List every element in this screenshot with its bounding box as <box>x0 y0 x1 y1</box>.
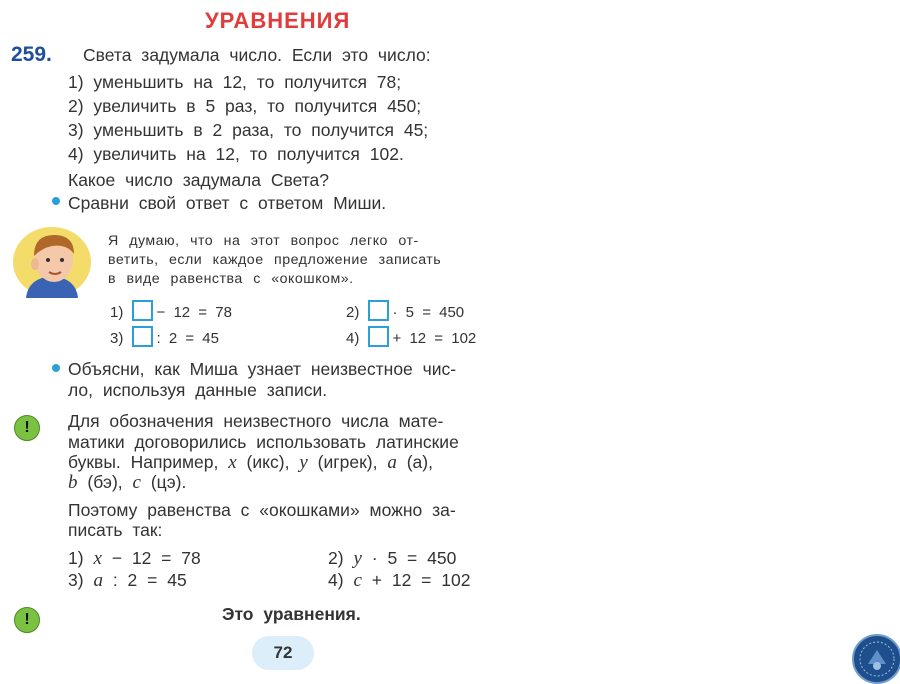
equation-rest: − 12 = 78 <box>156 304 232 321</box>
condition-4: 4) увеличить на 12, то получится 102. <box>68 144 404 164</box>
equation-var: y <box>353 548 362 569</box>
rule-text: (цэ). <box>150 472 187 492</box>
box-equation-3 <box>110 326 219 347</box>
equation-rest: + 12 = 102 <box>371 570 471 590</box>
var-x: x <box>228 452 237 473</box>
var-equation-3 <box>68 570 187 592</box>
condition-2: 2) увеличить в 5 раз, то получится 450; <box>68 96 422 116</box>
condition-3: 3) уменьшить в 2 раза, то получится 45; <box>68 120 429 140</box>
equation-rest: + 12 = 102 <box>392 330 477 347</box>
page-number: 72 <box>252 636 314 670</box>
page-title: УРАВНЕНИЯ <box>205 8 351 33</box>
equation-var: x <box>93 548 102 569</box>
empty-box-icon <box>132 326 153 347</box>
equation-number: 1) <box>110 304 124 321</box>
var-equation-2 <box>328 548 456 570</box>
rule-text: (игрек), <box>317 452 378 472</box>
box-equation-1 <box>110 300 232 321</box>
task-number: 259. <box>11 43 52 66</box>
rule-line-3 <box>68 452 433 474</box>
task-question: Какое число задумала Света? <box>68 170 330 190</box>
speech-line-1: Я думаю, что на этот вопрос легко от- <box>108 233 419 249</box>
empty-box-icon <box>368 300 389 321</box>
rule-line-1: Для обозначения неизвестного числа мате- <box>68 411 444 431</box>
rule-line-4 <box>68 472 186 494</box>
var-y: y <box>299 452 308 473</box>
compare-instruction: Сравни свой ответ с ответом Миши. <box>68 193 387 213</box>
exclamation-icon: ! <box>14 607 40 633</box>
emblem-icon <box>852 634 900 684</box>
equation-number: 2) <box>346 304 360 321</box>
equation-var: c <box>353 570 362 591</box>
equation-rest: · 5 = 450 <box>371 548 457 568</box>
exclamation-icon: ! <box>14 415 40 441</box>
equation-rest: : 2 = 45 <box>112 570 187 590</box>
rule-text: (а), <box>406 452 433 472</box>
equation-rest: − 12 = 78 <box>111 548 201 568</box>
so-line-1: Поэтому равенства с «окошками» можно за- <box>68 500 456 520</box>
so-line-2: писать так: <box>68 520 163 540</box>
empty-box-icon <box>368 326 389 347</box>
equation-number: 1) <box>68 548 84 568</box>
equation-number: 3) <box>68 570 84 590</box>
conclusion: Это уравнения. <box>222 604 361 624</box>
equation-number: 2) <box>328 548 344 568</box>
rule-line-2: матики договорились использовать латинские <box>68 432 459 452</box>
speech-line-3: в виде равенства с «окошком». <box>108 271 354 287</box>
box-equation-4 <box>346 326 476 347</box>
speech-line-2: ветить, если каждое предложение записать <box>108 252 442 268</box>
var-b: b <box>68 472 78 493</box>
equation-var: a <box>93 570 103 591</box>
equation-number: 4) <box>328 570 344 590</box>
equation-rest: : 2 = 45 <box>156 330 219 347</box>
rule-text: буквы. Например, <box>68 452 219 472</box>
var-equation-1 <box>68 548 201 570</box>
task-intro: Света задумала число. Если это число: <box>83 45 431 65</box>
explain-line-2: ло, используя данные записи. <box>68 380 328 400</box>
bullet-icon <box>52 197 60 205</box>
equation-number: 4) <box>346 330 360 347</box>
rule-text: (икс), <box>246 452 290 472</box>
bullet-icon <box>52 364 60 372</box>
rule-text: (бэ), <box>87 472 123 492</box>
explain-line-1: Объясни, как Миша узнает неизвестное чис- <box>68 359 457 379</box>
boy-avatar <box>12 226 92 298</box>
empty-box-icon <box>132 300 153 321</box>
box-equation-2 <box>346 300 464 321</box>
equation-number: 3) <box>110 330 124 347</box>
equation-rest: · 5 = 450 <box>392 304 465 321</box>
var-equation-4 <box>328 570 470 592</box>
var-a: a <box>387 452 397 473</box>
condition-1: 1) уменьшить на 12, то получится 78; <box>68 72 402 92</box>
var-c: c <box>132 472 141 493</box>
